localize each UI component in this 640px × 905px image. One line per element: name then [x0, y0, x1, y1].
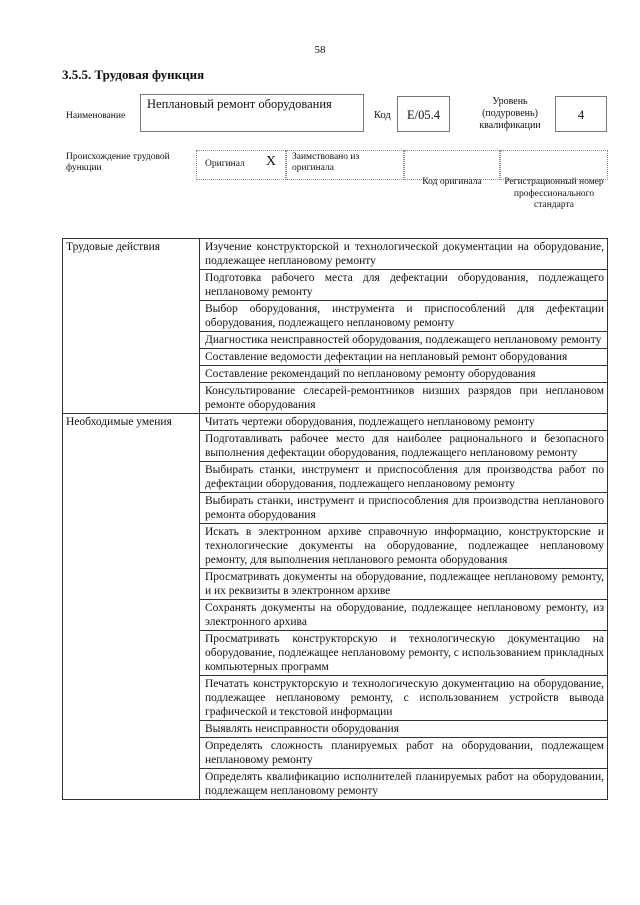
- code-original-cell: [404, 150, 500, 180]
- row-category: Необходимые умения: [63, 414, 200, 800]
- row-item: Выбор оборудования, инструмента и приспособлений для дефектации оборудования, подлежащего неплановому ремонту: [200, 301, 608, 332]
- row-item: Искать в электронном архиве справочную информацию, конструкторские и технологические документы на оборудование, подлежащее неплановому ремонту, для выполнения непланового ремонта оборудования: [200, 524, 608, 569]
- row-item: Составление ведомости дефектации на неплановый ремонт оборудования: [200, 349, 608, 366]
- code-field: E/05.4: [397, 96, 450, 132]
- row-item: Подготовка рабочего места для дефектации оборудования, подлежащего неплановому ремонту: [200, 270, 608, 301]
- page-number: 58: [314, 44, 326, 56]
- section-title: 3.5.5. Трудовая функция: [62, 67, 205, 82]
- row-item: Читать чертежи оборудования, подлежащего неплановому ремонту: [200, 414, 608, 431]
- row-item: Диагностика неисправностей оборудования, подлежащего неплановому ремонту: [200, 332, 608, 349]
- row-item: Выявлять неисправности оборудования: [200, 721, 608, 738]
- row-item: Выбирать станки, инструмент и приспособления для производства непланового ремонта оборудования: [200, 493, 608, 524]
- table-row: [63, 414, 608, 431]
- original-label: Оригинал: [205, 159, 245, 169]
- row-item: Просматривать конструкторскую и технологическую документацию на оборудование, подлежащее неплановому ремонту, с использованием прикладных компьютерных программ: [200, 631, 608, 676]
- row-item: Сохранять документы на оборудование, подлежащее неплановому ремонту, из электронного архива: [200, 600, 608, 631]
- name-field: Неплановый ремонт оборудования: [140, 94, 364, 132]
- level-label: Уровень (подуровень) квалификации: [479, 96, 541, 131]
- row-category: Трудовые действия: [63, 239, 200, 414]
- row-item: Составление рекомендаций по неплановому ремонту оборудования: [200, 366, 608, 383]
- table-row: [63, 239, 608, 270]
- row-item: Изучение конструкторской и технологической документации на оборудование, подлежащее неплановому ремонту: [200, 239, 608, 270]
- row-item: Консультирование слесарей-ремонтников низших разрядов при неплановом ремонте оборудования: [200, 383, 608, 414]
- row-item: Печатать конструкторскую и технологическую документацию на оборудование, подлежащее неплановому ремонту, с использованием устройств вывода графической и текстовой информации: [200, 676, 608, 721]
- row-item: Выбирать станки, инструмент и приспособления для производства работ по дефектации оборудования, подлежащего неплановому ремонту: [200, 462, 608, 493]
- row-item: Подготавливать рабочее место для наиболее рационального и безопасного выполнения дефектации оборудования, подлежащего неплановому ремонту: [200, 431, 608, 462]
- row-item: Определять сложность планируемых работ на оборудовании, подлежащем неплановому ремонту: [200, 738, 608, 769]
- reg-number-cell: [500, 150, 608, 180]
- name-label: Наименование: [66, 111, 126, 121]
- code-original-label: Код оригинала: [422, 177, 482, 187]
- row-item: Просматривать документы на оборудование, подлежащее неплановому ремонту, и их реквизиты в электронном архиве: [200, 569, 608, 600]
- row-item: Определять квалификацию исполнителей планируемых работ на оборудовании, подлежащем неплановому ремонту: [200, 769, 608, 800]
- reg-number-label: Регистрационный номер профессионального стандарта: [504, 177, 604, 210]
- original-mark: X: [266, 154, 277, 169]
- origin-label: Происхождение трудовой функции: [66, 152, 170, 173]
- level-field: 4: [555, 96, 607, 132]
- function-table: [62, 238, 608, 800]
- borrowed-label: Заимствовано из оригинала: [292, 152, 360, 173]
- code-label: Код: [374, 110, 391, 121]
